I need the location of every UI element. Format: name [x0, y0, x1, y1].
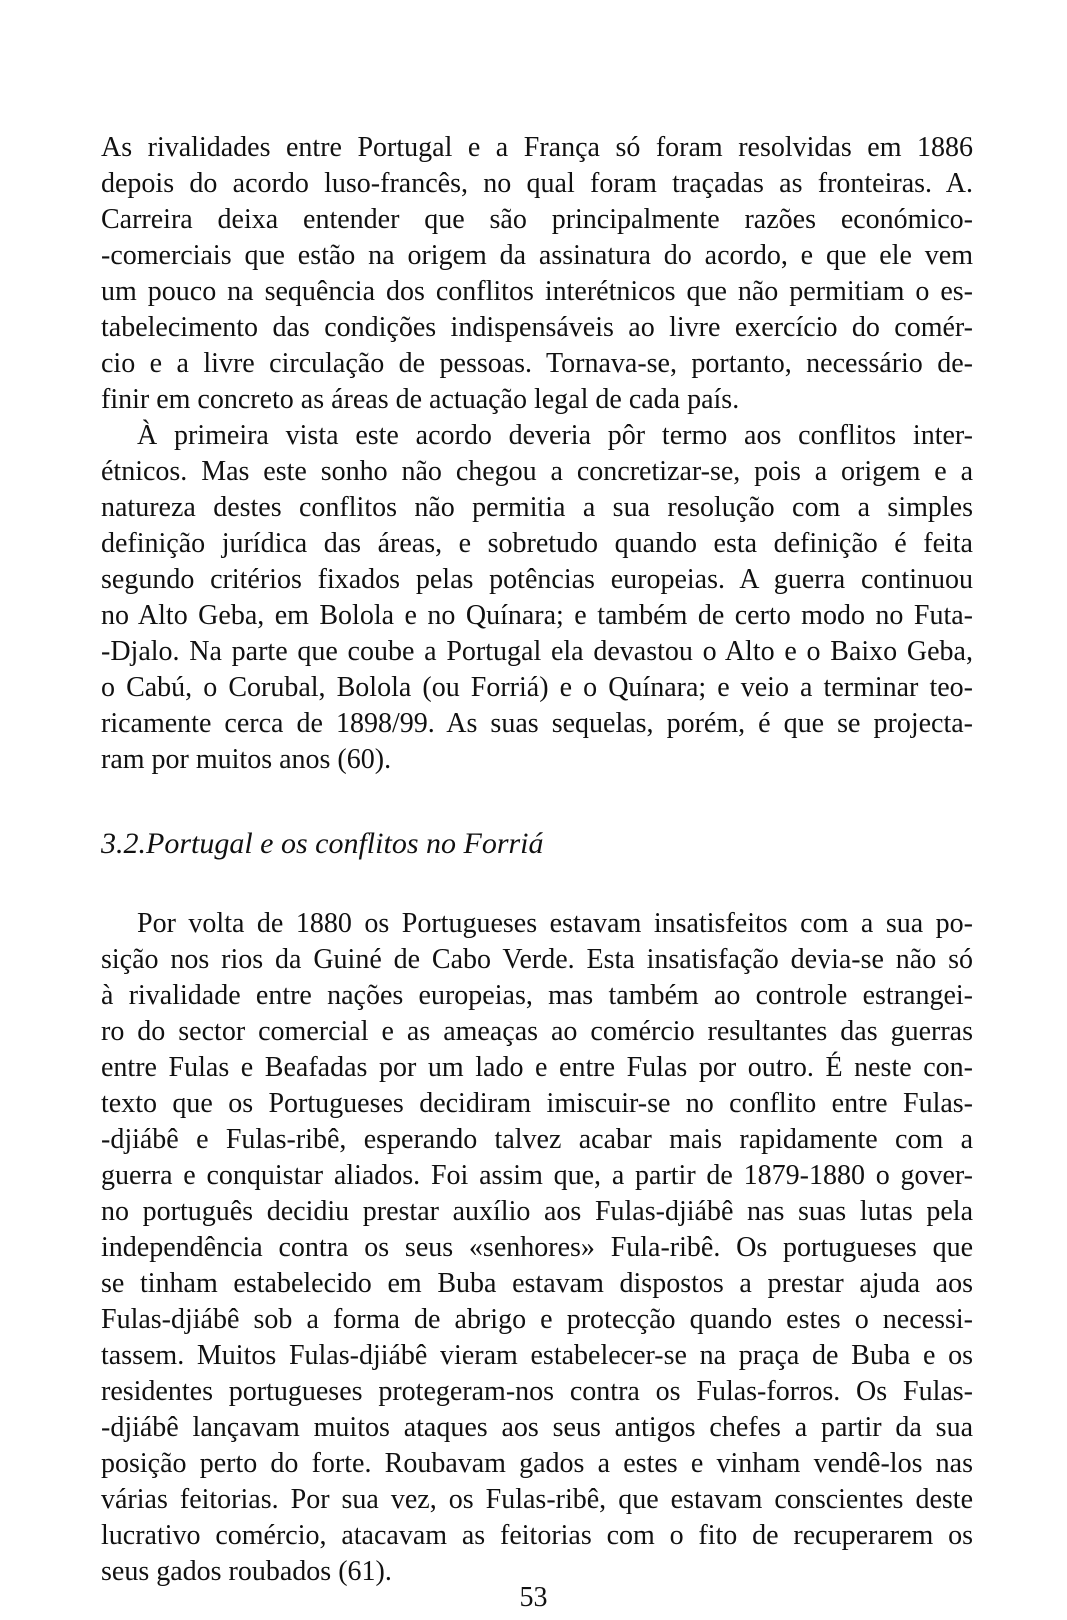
text-line: étnicos. Mas este sonho não chegou a concretizar-se, pois a origem e a — [101, 456, 973, 487]
text-line: tabelecimento das condições indispensáveis ao livre exercício do comér- — [101, 312, 973, 343]
text-line: tassem. Muitos Fulas-djiábê vieram estabelecer-se na praça de Buba e os — [101, 1340, 973, 1371]
text-line: ricamente cerca de 1898/99. As suas sequelas, porém, é que se projecta- — [101, 708, 973, 739]
text-line: Por volta de 1880 os Portugueses estavam insatisfeitos com a sua po- — [137, 908, 973, 939]
text-line: um pouco na sequência dos conflitos interétnicos que não permitiam o es- — [101, 276, 973, 307]
text-line: à rivalidade entre nações europeias, mas também ao controle estrangei- — [101, 980, 973, 1011]
text-line: várias feitorias. Por sua vez, os Fulas-ribê, que estavam conscientes deste — [101, 1484, 973, 1515]
text-line: As rivalidades entre Portugal e a França só foram resolvidas em 1886 — [101, 132, 973, 163]
text-line: -Djalo. Na parte que coube a Portugal ela devastou o Alto e o Baixo Geba, — [101, 636, 973, 667]
text-line: À primeira vista este acordo deveria pôr termo aos conflitos inter- — [137, 420, 973, 451]
page-number: 53 — [519, 1582, 548, 1613]
text-line: cio e a livre circulação de pessoas. Tornava-se, portanto, necessário de- — [101, 348, 973, 379]
text-line: ro do sector comercial e as ameaças ao comércio resultantes das guerras — [101, 1016, 973, 1047]
text-line: -comerciais que estão na origem da assinatura do acordo, e que ele vem — [101, 240, 973, 271]
text-line: texto que os Portugueses decidiram imiscuir-se no conflito entre Fulas- — [101, 1088, 973, 1119]
text-line: entre Fulas e Beafadas por um lado e entre Fulas por outro. É neste con- — [101, 1052, 973, 1083]
text-line: Carreira deixa entender que são principalmente razões económico- — [101, 204, 973, 235]
text-line: posição perto do forte. Roubavam gados a estes e vinham vendê-los nas — [101, 1448, 973, 1479]
text-line: segundo critérios fixados pelas potências europeias. A guerra continuou — [101, 564, 973, 595]
text-line: natureza destes conflitos não permitia a sua resolução com a simples — [101, 492, 973, 523]
text-line: lucrativo comércio, atacavam as feitorias com o fito de recuperarem os — [101, 1520, 973, 1551]
text-line: -djiábê lançavam muitos ataques aos seus antigos chefes a partir da sua — [101, 1412, 973, 1443]
text-line: Fulas-djiábê sob a forma de abrigo e protecção quando estes o necessi- — [101, 1304, 973, 1335]
text-line: guerra e conquistar aliados. Foi assim que, a partir de 1879-1880 o gover- — [101, 1160, 973, 1191]
text-line: ram por muitos anos (60). — [101, 744, 392, 775]
text-line: no Alto Geba, em Bolola e no Quínara; e também de certo modo no Futa- — [101, 600, 973, 631]
text-line: o Cabú, o Corubal, Bolola (ou Forriá) e o Quínara; e veio a terminar teo- — [101, 672, 973, 703]
text-line: depois do acordo luso-francês, no qual foram traçadas as fronteiras. A. — [101, 168, 973, 199]
section-heading: 3.2.Portugal e os conflitos no Forriá — [101, 827, 544, 860]
text-line: seus gados roubados (61). — [101, 1556, 392, 1587]
text-line: no português decidiu prestar auxílio aos Fulas-djiábê nas suas lutas pela — [101, 1196, 973, 1227]
text-line: sição nos rios da Guiné de Cabo Verde. Esta insatisfação devia-se não só — [101, 944, 973, 975]
text-line: finir em concreto as áreas de actuação legal de cada país. — [101, 384, 740, 415]
text-line: definição jurídica das áreas, e sobretudo quando esta definição é feita — [101, 528, 973, 559]
text-line: residentes portugueses protegeram-nos contra os Fulas-forros. Os Fulas- — [101, 1376, 973, 1407]
text-line: -djiábê e Fulas-ribê, esperando talvez acabar mais rapidamente com a — [101, 1124, 973, 1155]
text-line: se tinham estabelecido em Buba estavam dispostos a prestar ajuda aos — [101, 1268, 973, 1299]
text-line: independência contra os seus «senhores» Fula-ribê. Os portugueses que — [101, 1232, 973, 1263]
